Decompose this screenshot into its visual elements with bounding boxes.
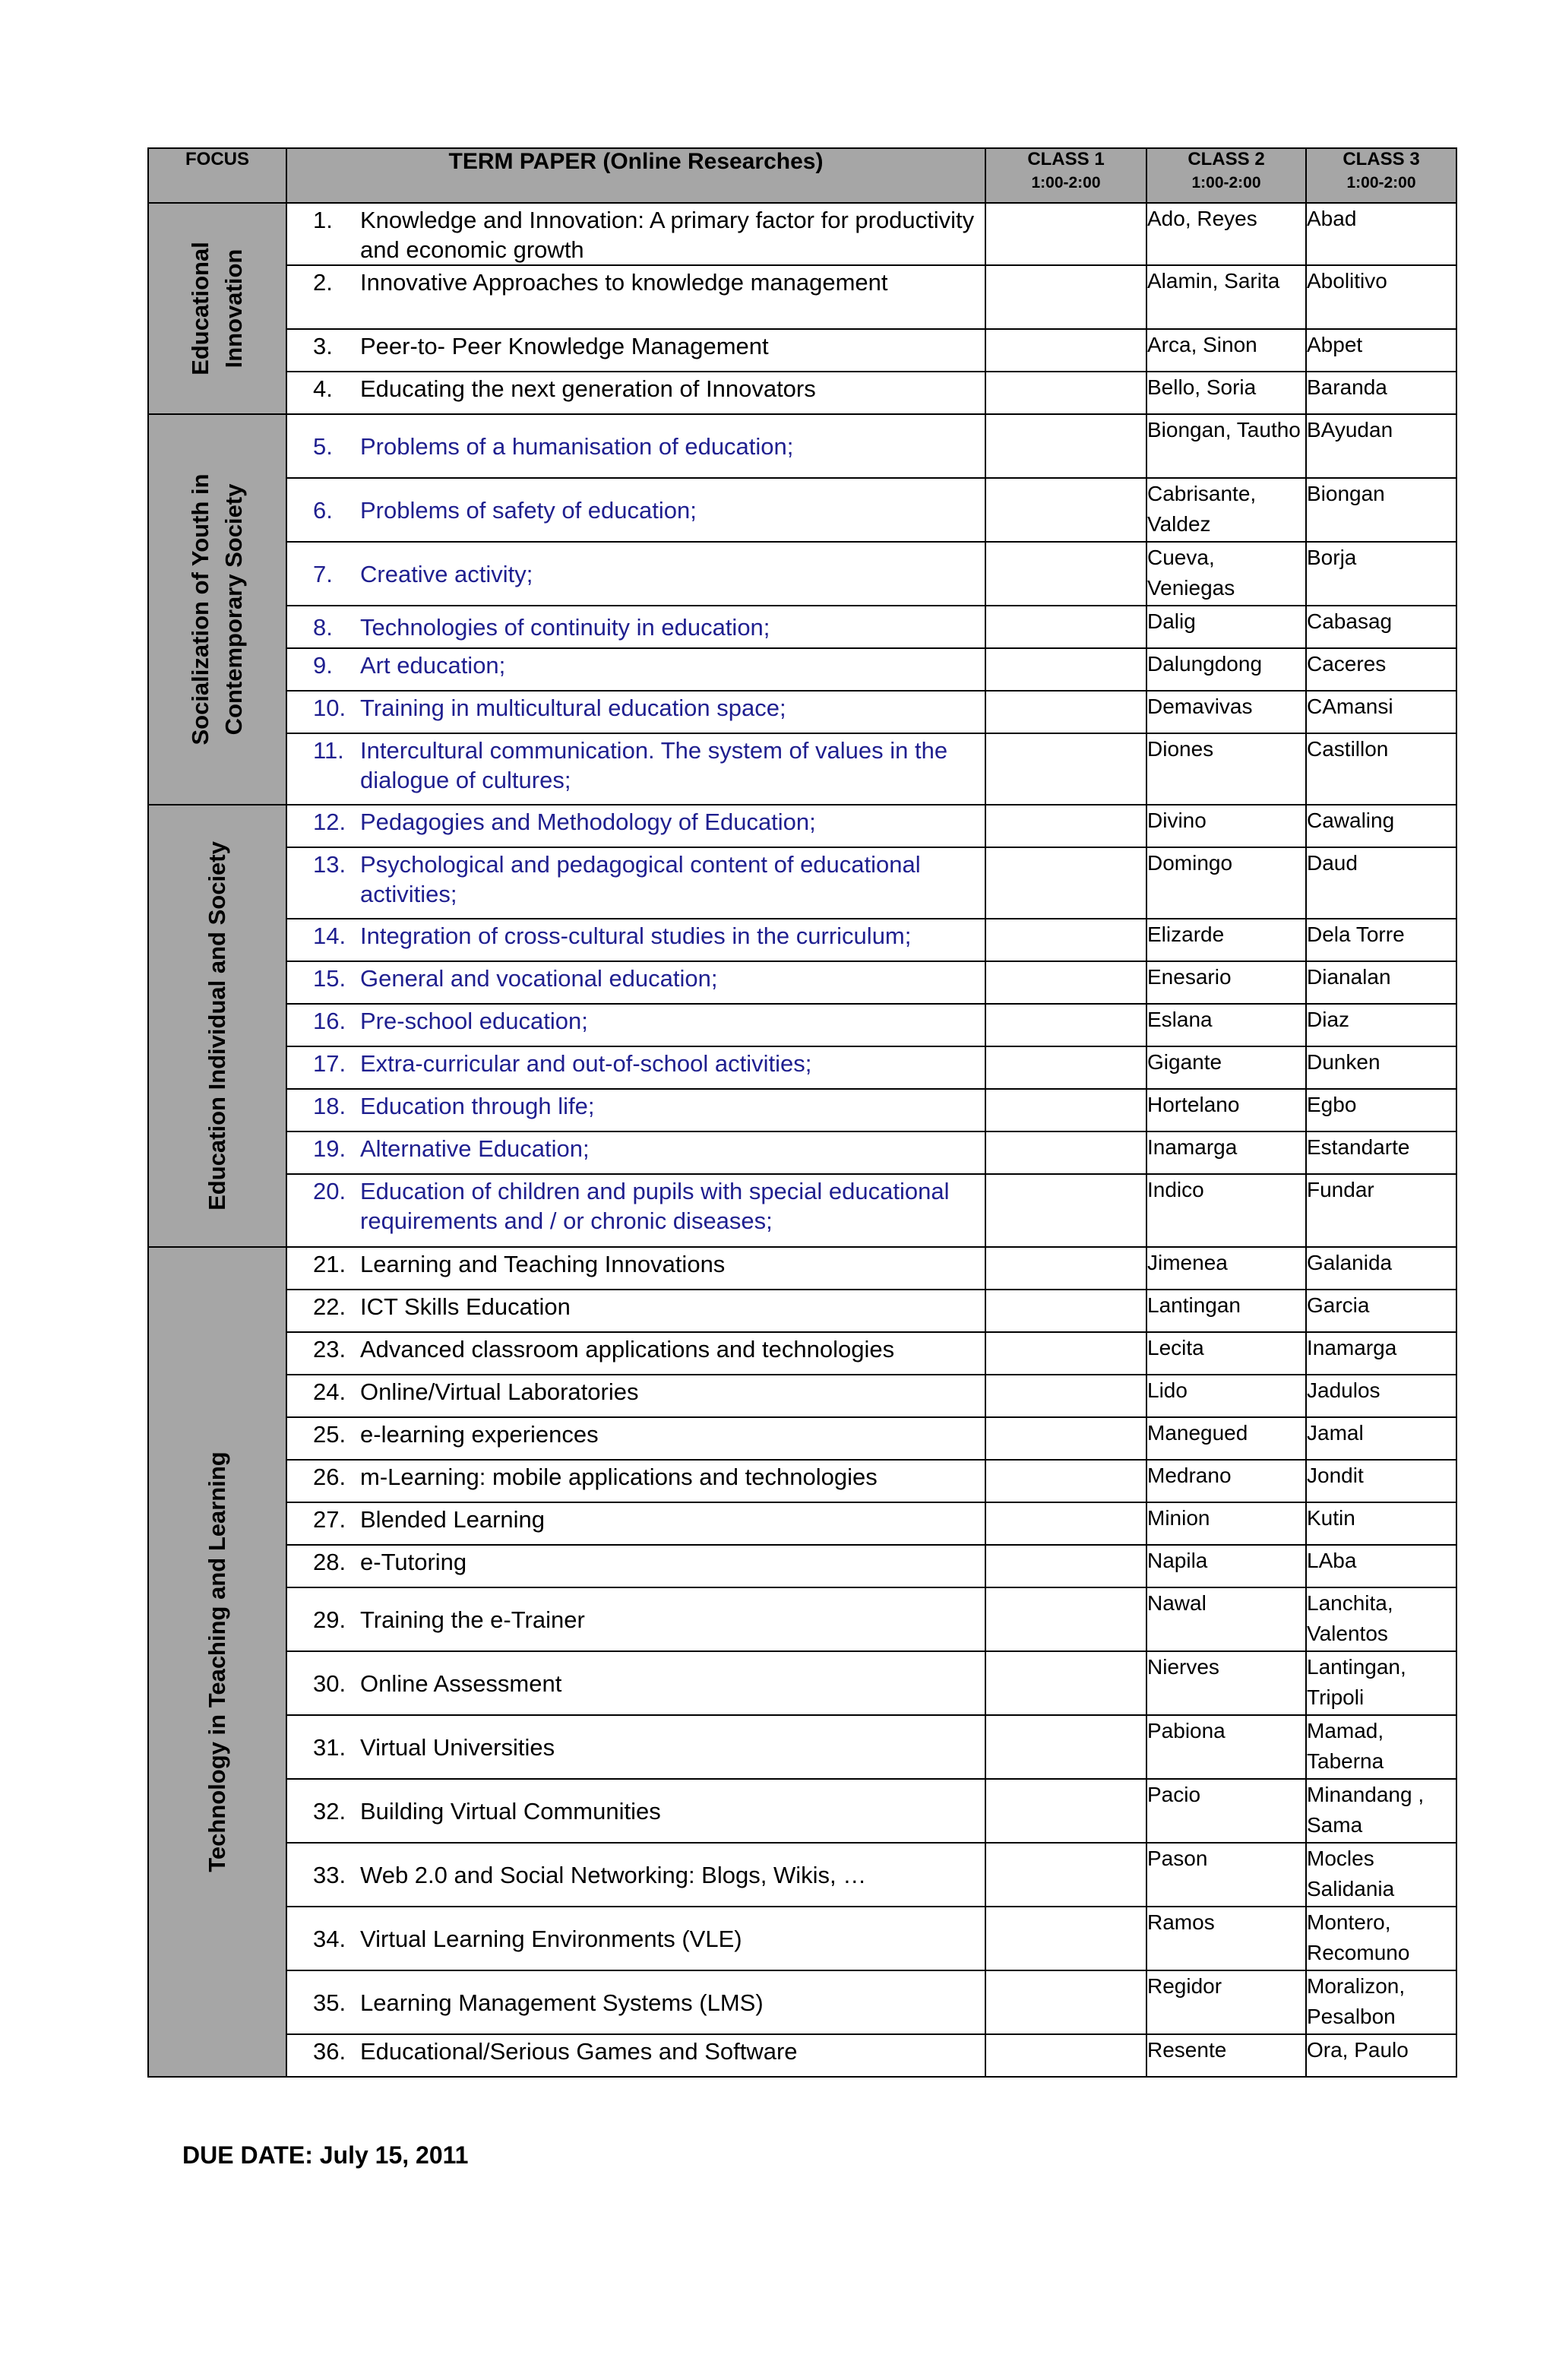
topic-cell bbox=[286, 1290, 985, 1332]
topic-number: 14. bbox=[313, 923, 346, 949]
header-class1: CLASS 1 1:00-2:00 bbox=[985, 148, 1146, 203]
topic-cell bbox=[286, 1779, 985, 1843]
class-1-name-cell bbox=[985, 1247, 1146, 1290]
table-row bbox=[148, 1004, 1456, 1046]
class-1-name-cell bbox=[985, 372, 1146, 414]
class-2-name-cell: Ado, Reyes bbox=[1146, 203, 1306, 265]
topic-cell bbox=[286, 2034, 985, 2077]
header-class3-time: 1:00-2:00 bbox=[1346, 174, 1416, 191]
table-row bbox=[148, 329, 1456, 372]
focus-group bbox=[148, 1247, 286, 2077]
topic-number: 5. bbox=[313, 433, 333, 460]
class-2-name-cell: Nawal bbox=[1146, 1587, 1306, 1651]
topic-title: Advanced classroom applications and technologies bbox=[360, 1336, 895, 1362]
class-1-name-cell bbox=[985, 1089, 1146, 1131]
topic-number: 11. bbox=[313, 737, 344, 764]
class-3-name-cell: Cabasag bbox=[1306, 606, 1456, 648]
class-3-name-cell: CAmansi bbox=[1306, 691, 1456, 733]
class-2-name-cell: Regidor bbox=[1146, 1970, 1306, 2034]
class-2-name-cell: Nierves bbox=[1146, 1651, 1306, 1715]
topic-number: 21. bbox=[313, 1251, 346, 1277]
class-3-name-cell: Galanida bbox=[1306, 1247, 1456, 1290]
table-row bbox=[148, 414, 1456, 478]
topic-cell bbox=[286, 606, 985, 648]
class-3-name-cell: Abolitivo bbox=[1306, 265, 1456, 329]
topic-title: m-Learning: mobile applications and technologies bbox=[360, 1464, 878, 1490]
topic-title: Online Assessment bbox=[360, 1670, 562, 1697]
topic-title: Knowledge and Innovation: A primary factor for productivity and economic growth bbox=[360, 207, 975, 263]
class-3-name-cell: Caceres bbox=[1306, 648, 1456, 691]
topic-title: Peer-to- Peer Knowledge Management bbox=[360, 333, 769, 359]
topic-title: Web 2.0 and Social Networking: Blogs, Wikis, … bbox=[360, 1862, 867, 1888]
topic-cell bbox=[286, 1587, 985, 1651]
table-row bbox=[148, 1332, 1456, 1375]
class-1-name-cell bbox=[985, 1131, 1146, 1174]
class-1-name-cell bbox=[985, 2034, 1146, 2077]
focus-group-label bbox=[184, 473, 251, 745]
topic-title: Problems of safety of education; bbox=[360, 497, 697, 524]
topic-title: Learning Management Systems (LMS) bbox=[360, 1989, 764, 2016]
class-2-name-cell: Cabrisante, Valdez bbox=[1146, 478, 1306, 542]
class-3-name-cell: LAba bbox=[1306, 1545, 1456, 1587]
class-3-name-cell: Moralizon, Pesalbon bbox=[1306, 1970, 1456, 2034]
table-row bbox=[148, 961, 1456, 1004]
focus-label-line: Contemporary Society bbox=[220, 483, 247, 736]
table-row bbox=[148, 919, 1456, 961]
topic-number: 9. bbox=[313, 652, 333, 679]
class-2-name-cell: Divino bbox=[1146, 805, 1306, 847]
table-row bbox=[148, 733, 1456, 805]
topic-cell bbox=[286, 961, 985, 1004]
topic-title: Art education; bbox=[360, 652, 506, 679]
class-1-name-cell bbox=[985, 733, 1146, 805]
table-row bbox=[148, 1290, 1456, 1332]
topic-number: 34. bbox=[313, 1926, 346, 1952]
class-2-name-cell: Demavivas bbox=[1146, 691, 1306, 733]
topic-cell bbox=[286, 1715, 985, 1779]
topic-title: Education of children and pupils with special educational requirements and / or chronic diseases; bbox=[360, 1178, 950, 1234]
topic-title: Training in multicultural education space; bbox=[360, 695, 786, 721]
topic-number: 20. bbox=[313, 1178, 346, 1204]
topic-title: Intercultural communication. The system of values in the dialogue of cultures; bbox=[360, 737, 948, 793]
focus-label-line: Innovation bbox=[220, 248, 247, 369]
class-3-name-cell: Egbo bbox=[1306, 1089, 1456, 1131]
topic-number: 3. bbox=[313, 333, 333, 359]
table-row bbox=[148, 372, 1456, 414]
topic-cell bbox=[286, 1046, 985, 1089]
topic-title: Virtual Learning Environments (VLE) bbox=[360, 1926, 742, 1952]
topic-cell bbox=[286, 1417, 985, 1460]
class-1-name-cell bbox=[985, 329, 1146, 372]
topic-title: Psychological and pedagogical content of educational activities; bbox=[360, 851, 921, 907]
topic-cell bbox=[286, 542, 985, 606]
table-row bbox=[148, 203, 1456, 265]
class-1-name-cell bbox=[985, 478, 1146, 542]
class-1-name-cell bbox=[985, 805, 1146, 847]
table-row bbox=[148, 478, 1456, 542]
topic-cell bbox=[286, 1332, 985, 1375]
table-row bbox=[148, 847, 1456, 919]
topic-number: 13. bbox=[313, 851, 346, 878]
class-2-name-cell: Eslana bbox=[1146, 1004, 1306, 1046]
table-row bbox=[148, 1843, 1456, 1907]
header-focus: FOCUS bbox=[148, 148, 286, 203]
class-3-name-cell: Baranda bbox=[1306, 372, 1456, 414]
class-2-name-cell: Enesario bbox=[1146, 961, 1306, 1004]
class-3-name-cell: Kutin bbox=[1306, 1502, 1456, 1545]
topic-cell bbox=[286, 1131, 985, 1174]
class-2-name-cell: Lantingan bbox=[1146, 1290, 1306, 1332]
topic-number: 4. bbox=[313, 375, 333, 402]
class-3-name-cell: Borja bbox=[1306, 542, 1456, 606]
class-3-name-cell: Estandarte bbox=[1306, 1131, 1456, 1174]
topic-number: 18. bbox=[313, 1093, 346, 1119]
table-row bbox=[148, 1375, 1456, 1417]
table-row bbox=[148, 1779, 1456, 1843]
class-2-name-cell: Lido bbox=[1146, 1375, 1306, 1417]
topic-cell bbox=[286, 733, 985, 805]
class-1-name-cell bbox=[985, 1290, 1146, 1332]
topic-number: 22. bbox=[313, 1293, 346, 1320]
topic-title: Extra-curricular and out-of-school activities; bbox=[360, 1050, 812, 1077]
class-2-name-cell: Ramos bbox=[1146, 1907, 1306, 1970]
class-2-name-cell: Cueva, Veniegas bbox=[1146, 542, 1306, 606]
focus-label-line: Socialization of Youth in bbox=[187, 473, 213, 745]
class-3-name-cell: Diaz bbox=[1306, 1004, 1456, 1046]
topic-cell bbox=[286, 1089, 985, 1131]
class-3-name-cell: Biongan bbox=[1306, 478, 1456, 542]
class-2-name-cell: Bello, Soria bbox=[1146, 372, 1306, 414]
topic-number: 31. bbox=[313, 1734, 346, 1761]
topic-cell bbox=[286, 648, 985, 691]
table-row bbox=[148, 1046, 1456, 1089]
topic-number: 25. bbox=[313, 1421, 346, 1448]
class-1-name-cell bbox=[985, 1417, 1146, 1460]
topic-title: Educational/Serious Games and Software bbox=[360, 2038, 798, 2065]
class-2-name-cell: Elizarde bbox=[1146, 919, 1306, 961]
topic-cell bbox=[286, 919, 985, 961]
topic-cell bbox=[286, 1460, 985, 1502]
topic-cell bbox=[286, 1174, 985, 1247]
class-3-name-cell: Jadulos bbox=[1306, 1375, 1456, 1417]
topic-number: 30. bbox=[313, 1670, 346, 1697]
table-row bbox=[148, 805, 1456, 847]
class-1-name-cell bbox=[985, 203, 1146, 265]
table-row bbox=[148, 1587, 1456, 1651]
topic-number: 27. bbox=[313, 1506, 346, 1533]
topic-title: e-Tutoring bbox=[360, 1549, 467, 1575]
class-2-name-cell: Manegued bbox=[1146, 1417, 1306, 1460]
focus-label-line: Technology in Teaching and Learning bbox=[204, 1451, 230, 1872]
class-2-name-cell: Alamin, Sarita bbox=[1146, 265, 1306, 329]
class-3-name-cell: Lanchita, Valentos bbox=[1306, 1587, 1456, 1651]
class-1-name-cell bbox=[985, 691, 1146, 733]
class-1-name-cell bbox=[985, 1779, 1146, 1843]
topic-title: Blended Learning bbox=[360, 1506, 546, 1533]
table-row bbox=[148, 2034, 1456, 2077]
focus-label-line: Education Individual and Society bbox=[204, 841, 230, 1211]
topic-number: 2. bbox=[313, 269, 333, 296]
class-1-name-cell bbox=[985, 1375, 1146, 1417]
class-3-name-cell: Fundar bbox=[1306, 1174, 1456, 1247]
topic-number: 35. bbox=[313, 1989, 346, 2016]
class-3-name-cell: Castillon bbox=[1306, 733, 1456, 805]
class-3-name-cell: Lantingan, Tripoli bbox=[1306, 1651, 1456, 1715]
class-2-name-cell: Minion bbox=[1146, 1502, 1306, 1545]
focus-group bbox=[148, 203, 286, 414]
class-2-name-cell: Medrano bbox=[1146, 1460, 1306, 1502]
focus-group-label bbox=[184, 242, 251, 375]
topic-title: Problems of a humanisation of education; bbox=[360, 433, 794, 460]
topic-cell bbox=[286, 1247, 985, 1290]
class-1-name-cell bbox=[985, 919, 1146, 961]
topic-number: 16. bbox=[313, 1008, 346, 1034]
class-1-name-cell bbox=[985, 1907, 1146, 1970]
class-2-name-cell: Gigante bbox=[1146, 1046, 1306, 1089]
topic-number: 7. bbox=[313, 561, 333, 587]
topic-number: 36. bbox=[313, 2038, 346, 2065]
table-row bbox=[148, 1651, 1456, 1715]
class-1-name-cell bbox=[985, 1332, 1146, 1375]
topic-cell bbox=[286, 414, 985, 478]
table-row bbox=[148, 648, 1456, 691]
topic-number: 10. bbox=[313, 695, 346, 721]
topic-number: 19. bbox=[313, 1135, 346, 1162]
topic-number: 33. bbox=[313, 1862, 346, 1888]
topic-cell bbox=[286, 1004, 985, 1046]
table-row bbox=[148, 1131, 1456, 1174]
class-1-name-cell bbox=[985, 1651, 1146, 1715]
class-2-name-cell: Resente bbox=[1146, 2034, 1306, 2077]
class-3-name-cell: Montero, Recomuno bbox=[1306, 1907, 1456, 1970]
table-row bbox=[148, 1089, 1456, 1131]
topic-cell bbox=[286, 1545, 985, 1587]
class-3-name-cell: BAyudan bbox=[1306, 414, 1456, 478]
table-row bbox=[148, 1174, 1456, 1247]
class-3-name-cell: Inamarga bbox=[1306, 1332, 1456, 1375]
class-1-name-cell bbox=[985, 1174, 1146, 1247]
class-1-name-cell bbox=[985, 606, 1146, 648]
class-1-name-cell bbox=[985, 542, 1146, 606]
class-3-name-cell: Garcia bbox=[1306, 1290, 1456, 1332]
header-class3: CLASS 3 1:00-2:00 bbox=[1306, 148, 1456, 203]
header-term-paper: TERM PAPER (Online Researches) bbox=[286, 148, 985, 203]
topic-cell bbox=[286, 265, 985, 329]
topic-number: 24. bbox=[313, 1378, 346, 1405]
class-2-name-cell: Diones bbox=[1146, 733, 1306, 805]
topic-number: 29. bbox=[313, 1606, 346, 1633]
class-1-name-cell bbox=[985, 265, 1146, 329]
topic-number: 12. bbox=[313, 809, 346, 835]
topic-cell bbox=[286, 372, 985, 414]
class-3-name-cell: Dela Torre bbox=[1306, 919, 1456, 961]
class-3-name-cell: Ora, Paulo bbox=[1306, 2034, 1456, 2077]
topic-title: Innovative Approaches to knowledge management bbox=[360, 269, 888, 296]
topic-title: Integration of cross-cultural studies in the curriculum; bbox=[360, 923, 912, 949]
topic-title: Training the e-Trainer bbox=[360, 1606, 585, 1633]
focus-group-label bbox=[201, 1451, 234, 1872]
topic-cell bbox=[286, 1651, 985, 1715]
table-row bbox=[148, 265, 1456, 329]
topic-cell bbox=[286, 1970, 985, 2034]
topic-title: Technologies of continuity in education; bbox=[360, 614, 770, 641]
table-row bbox=[148, 1502, 1456, 1545]
class-2-name-cell: Dalig bbox=[1146, 606, 1306, 648]
topic-number: 23. bbox=[313, 1336, 346, 1362]
topic-title: Online/Virtual Laboratories bbox=[360, 1378, 639, 1405]
topic-title: Building Virtual Communities bbox=[360, 1798, 661, 1825]
class-2-name-cell: Pabiona bbox=[1146, 1715, 1306, 1779]
topic-number: 17. bbox=[313, 1050, 346, 1077]
topic-cell bbox=[286, 1843, 985, 1907]
class-2-name-cell: Inamarga bbox=[1146, 1131, 1306, 1174]
class-1-name-cell bbox=[985, 1502, 1146, 1545]
class-3-name-cell: Dianalan bbox=[1306, 961, 1456, 1004]
term-paper-table bbox=[147, 147, 1457, 2078]
table-row bbox=[148, 1417, 1456, 1460]
focus-group bbox=[148, 805, 286, 1247]
topic-number: 28. bbox=[313, 1549, 346, 1575]
table-row bbox=[148, 542, 1456, 606]
class-1-name-cell bbox=[985, 847, 1146, 919]
class-3-name-cell: Jamal bbox=[1306, 1417, 1456, 1460]
class-2-name-cell: Jimenea bbox=[1146, 1247, 1306, 1290]
class-1-name-cell bbox=[985, 648, 1146, 691]
topic-title: Education through life; bbox=[360, 1093, 595, 1119]
class-1-name-cell bbox=[985, 414, 1146, 478]
class-1-name-cell bbox=[985, 1715, 1146, 1779]
topic-title: Learning and Teaching Innovations bbox=[360, 1251, 726, 1277]
topic-title: General and vocational education; bbox=[360, 965, 718, 992]
header-row bbox=[148, 148, 1456, 203]
topic-title: Pedagogies and Methodology of Education; bbox=[360, 809, 816, 835]
table-row bbox=[148, 1715, 1456, 1779]
class-1-name-cell bbox=[985, 1004, 1146, 1046]
topic-cell bbox=[286, 691, 985, 733]
topic-title: Pre-school education; bbox=[360, 1008, 588, 1034]
table-row bbox=[148, 606, 1456, 648]
class-3-name-cell: Abad bbox=[1306, 203, 1456, 265]
topic-number: 8. bbox=[313, 614, 333, 641]
class-3-name-cell: Minandang , Sama bbox=[1306, 1779, 1456, 1843]
table-row bbox=[148, 1970, 1456, 2034]
class-2-name-cell: Pason bbox=[1146, 1843, 1306, 1907]
topic-cell bbox=[286, 478, 985, 542]
topic-number: 26. bbox=[313, 1464, 346, 1490]
class-2-name-cell: Arca, Sinon bbox=[1146, 329, 1306, 372]
class-3-name-cell: Daud bbox=[1306, 847, 1456, 919]
topic-title: Alternative Education; bbox=[360, 1135, 590, 1162]
topic-number: 32. bbox=[313, 1798, 346, 1825]
focus-group bbox=[148, 414, 286, 805]
due-date: DUE DATE: July 15, 2011 bbox=[182, 2141, 469, 2169]
topic-title: Creative activity; bbox=[360, 561, 533, 587]
class-2-name-cell: Hortelano bbox=[1146, 1089, 1306, 1131]
class-3-name-cell: Cawaling bbox=[1306, 805, 1456, 847]
class-2-name-cell: Indico bbox=[1146, 1174, 1306, 1247]
table-row bbox=[148, 1545, 1456, 1587]
class-1-name-cell bbox=[985, 1587, 1146, 1651]
topic-number: 15. bbox=[313, 965, 346, 992]
header-class1-time: 1:00-2:00 bbox=[1031, 174, 1101, 191]
table-row bbox=[148, 1247, 1456, 1290]
class-1-name-cell bbox=[985, 1460, 1146, 1502]
class-1-name-cell bbox=[985, 1545, 1146, 1587]
topic-cell bbox=[286, 329, 985, 372]
topic-cell bbox=[286, 805, 985, 847]
topic-number: 1. bbox=[313, 207, 333, 233]
table-row bbox=[148, 691, 1456, 733]
class-2-name-cell: Lecita bbox=[1146, 1332, 1306, 1375]
class-2-name-cell: Biongan, Tautho bbox=[1146, 414, 1306, 478]
topic-title: Educating the next generation of Innovators bbox=[360, 375, 816, 402]
class-1-name-cell bbox=[985, 1970, 1146, 2034]
focus-group-label bbox=[201, 841, 234, 1211]
class-3-name-cell: Jondit bbox=[1306, 1460, 1456, 1502]
topic-cell bbox=[286, 847, 985, 919]
header-class2-time: 1:00-2:00 bbox=[1191, 174, 1261, 191]
class-3-name-cell: Abpet bbox=[1306, 329, 1456, 372]
topic-title: ICT Skills Education bbox=[360, 1293, 571, 1320]
topic-cell bbox=[286, 1375, 985, 1417]
class-2-name-cell: Domingo bbox=[1146, 847, 1306, 919]
topic-title: e-learning experiences bbox=[360, 1421, 599, 1448]
class-1-name-cell bbox=[985, 1843, 1146, 1907]
class-2-name-cell: Pacio bbox=[1146, 1779, 1306, 1843]
topic-cell bbox=[286, 1502, 985, 1545]
topic-number: 6. bbox=[313, 497, 333, 524]
class-2-name-cell: Napila bbox=[1146, 1545, 1306, 1587]
topic-title: Virtual Universities bbox=[360, 1734, 555, 1761]
class-2-name-cell: Dalungdong bbox=[1146, 648, 1306, 691]
topic-cell bbox=[286, 203, 985, 265]
header-class2: CLASS 2 1:00-2:00 bbox=[1146, 148, 1306, 203]
class-3-name-cell: Mamad, Taberna bbox=[1306, 1715, 1456, 1779]
class-3-name-cell: Mocles Salidania bbox=[1306, 1843, 1456, 1907]
topic-cell bbox=[286, 1907, 985, 1970]
class-1-name-cell bbox=[985, 961, 1146, 1004]
focus-label-line: Educational bbox=[187, 242, 213, 375]
table-row bbox=[148, 1460, 1456, 1502]
class-3-name-cell: Dunken bbox=[1306, 1046, 1456, 1089]
class-1-name-cell bbox=[985, 1046, 1146, 1089]
table-row bbox=[148, 1907, 1456, 1970]
